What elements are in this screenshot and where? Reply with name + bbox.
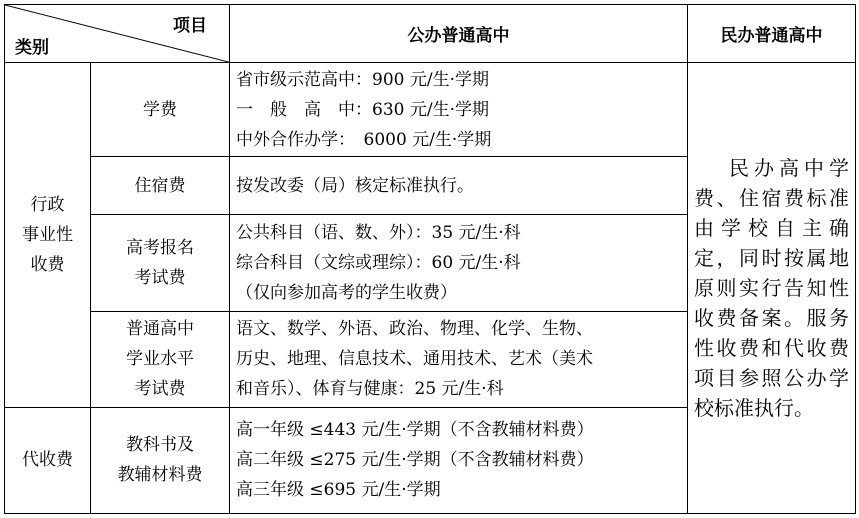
corner-item-label: 项目: [173, 16, 207, 36]
item-xueye-label: 普通高中 学业水平 考试费: [91, 311, 230, 407]
item-xueye-details: 语文、数学、外语、政治、物理、化学、生物、 历史、地理、信息技术、通用技术、艺术（美术 和音乐）、体育与健康：25 元/生·科: [230, 311, 688, 407]
item-books-details: 高一年级 ≤443 元/生·学期（不含教辅材料费） 高二年级 ≤275 元/生·学期（不含教辅材料费） 高三年级 ≤695 元/生·学期: [230, 407, 688, 513]
private-school-header: 民办普通高中: [688, 5, 856, 63]
category-admin: 行政 事业性 收费: [5, 63, 91, 408]
item-books-label: 教科书及 教辅材料费: [91, 407, 230, 513]
corner-category-label: 类别: [15, 38, 49, 59]
item-lodging-label: 住宿费: [91, 157, 230, 215]
item-lodging-details: 按发改委（局）核定标准执行。: [230, 157, 688, 215]
item-gaokao-details: 公共科目（语、数、外）：35 元/生·科 综合科目（文综或理综）：60 元/生·科 （仅向参加高考的学生收费）: [230, 215, 688, 311]
public-school-header: 公办普通高中: [230, 5, 688, 63]
item-tuition-details: 省市级示范高中：900 元/生·学期 一 般 高 中：630 元/生·学期 中外合作办学： 6000 元/生·学期: [230, 63, 688, 157]
category-agency: 代收费: [5, 407, 91, 513]
private-school-note: 民办高中学费、住宿费标准由学校自主确定，同时按属地原则实行告知性收费备案。服务性收费和代收费项目参照公办学校标准执行。: [688, 63, 856, 514]
table-row: [5, 63, 856, 157]
item-gaokao-label: 高考报名 考试费: [91, 215, 230, 311]
corner-cell: [5, 5, 230, 63]
fee-table: [4, 4, 856, 514]
header-row: [5, 5, 856, 63]
item-tuition-label: 学费: [91, 63, 230, 157]
